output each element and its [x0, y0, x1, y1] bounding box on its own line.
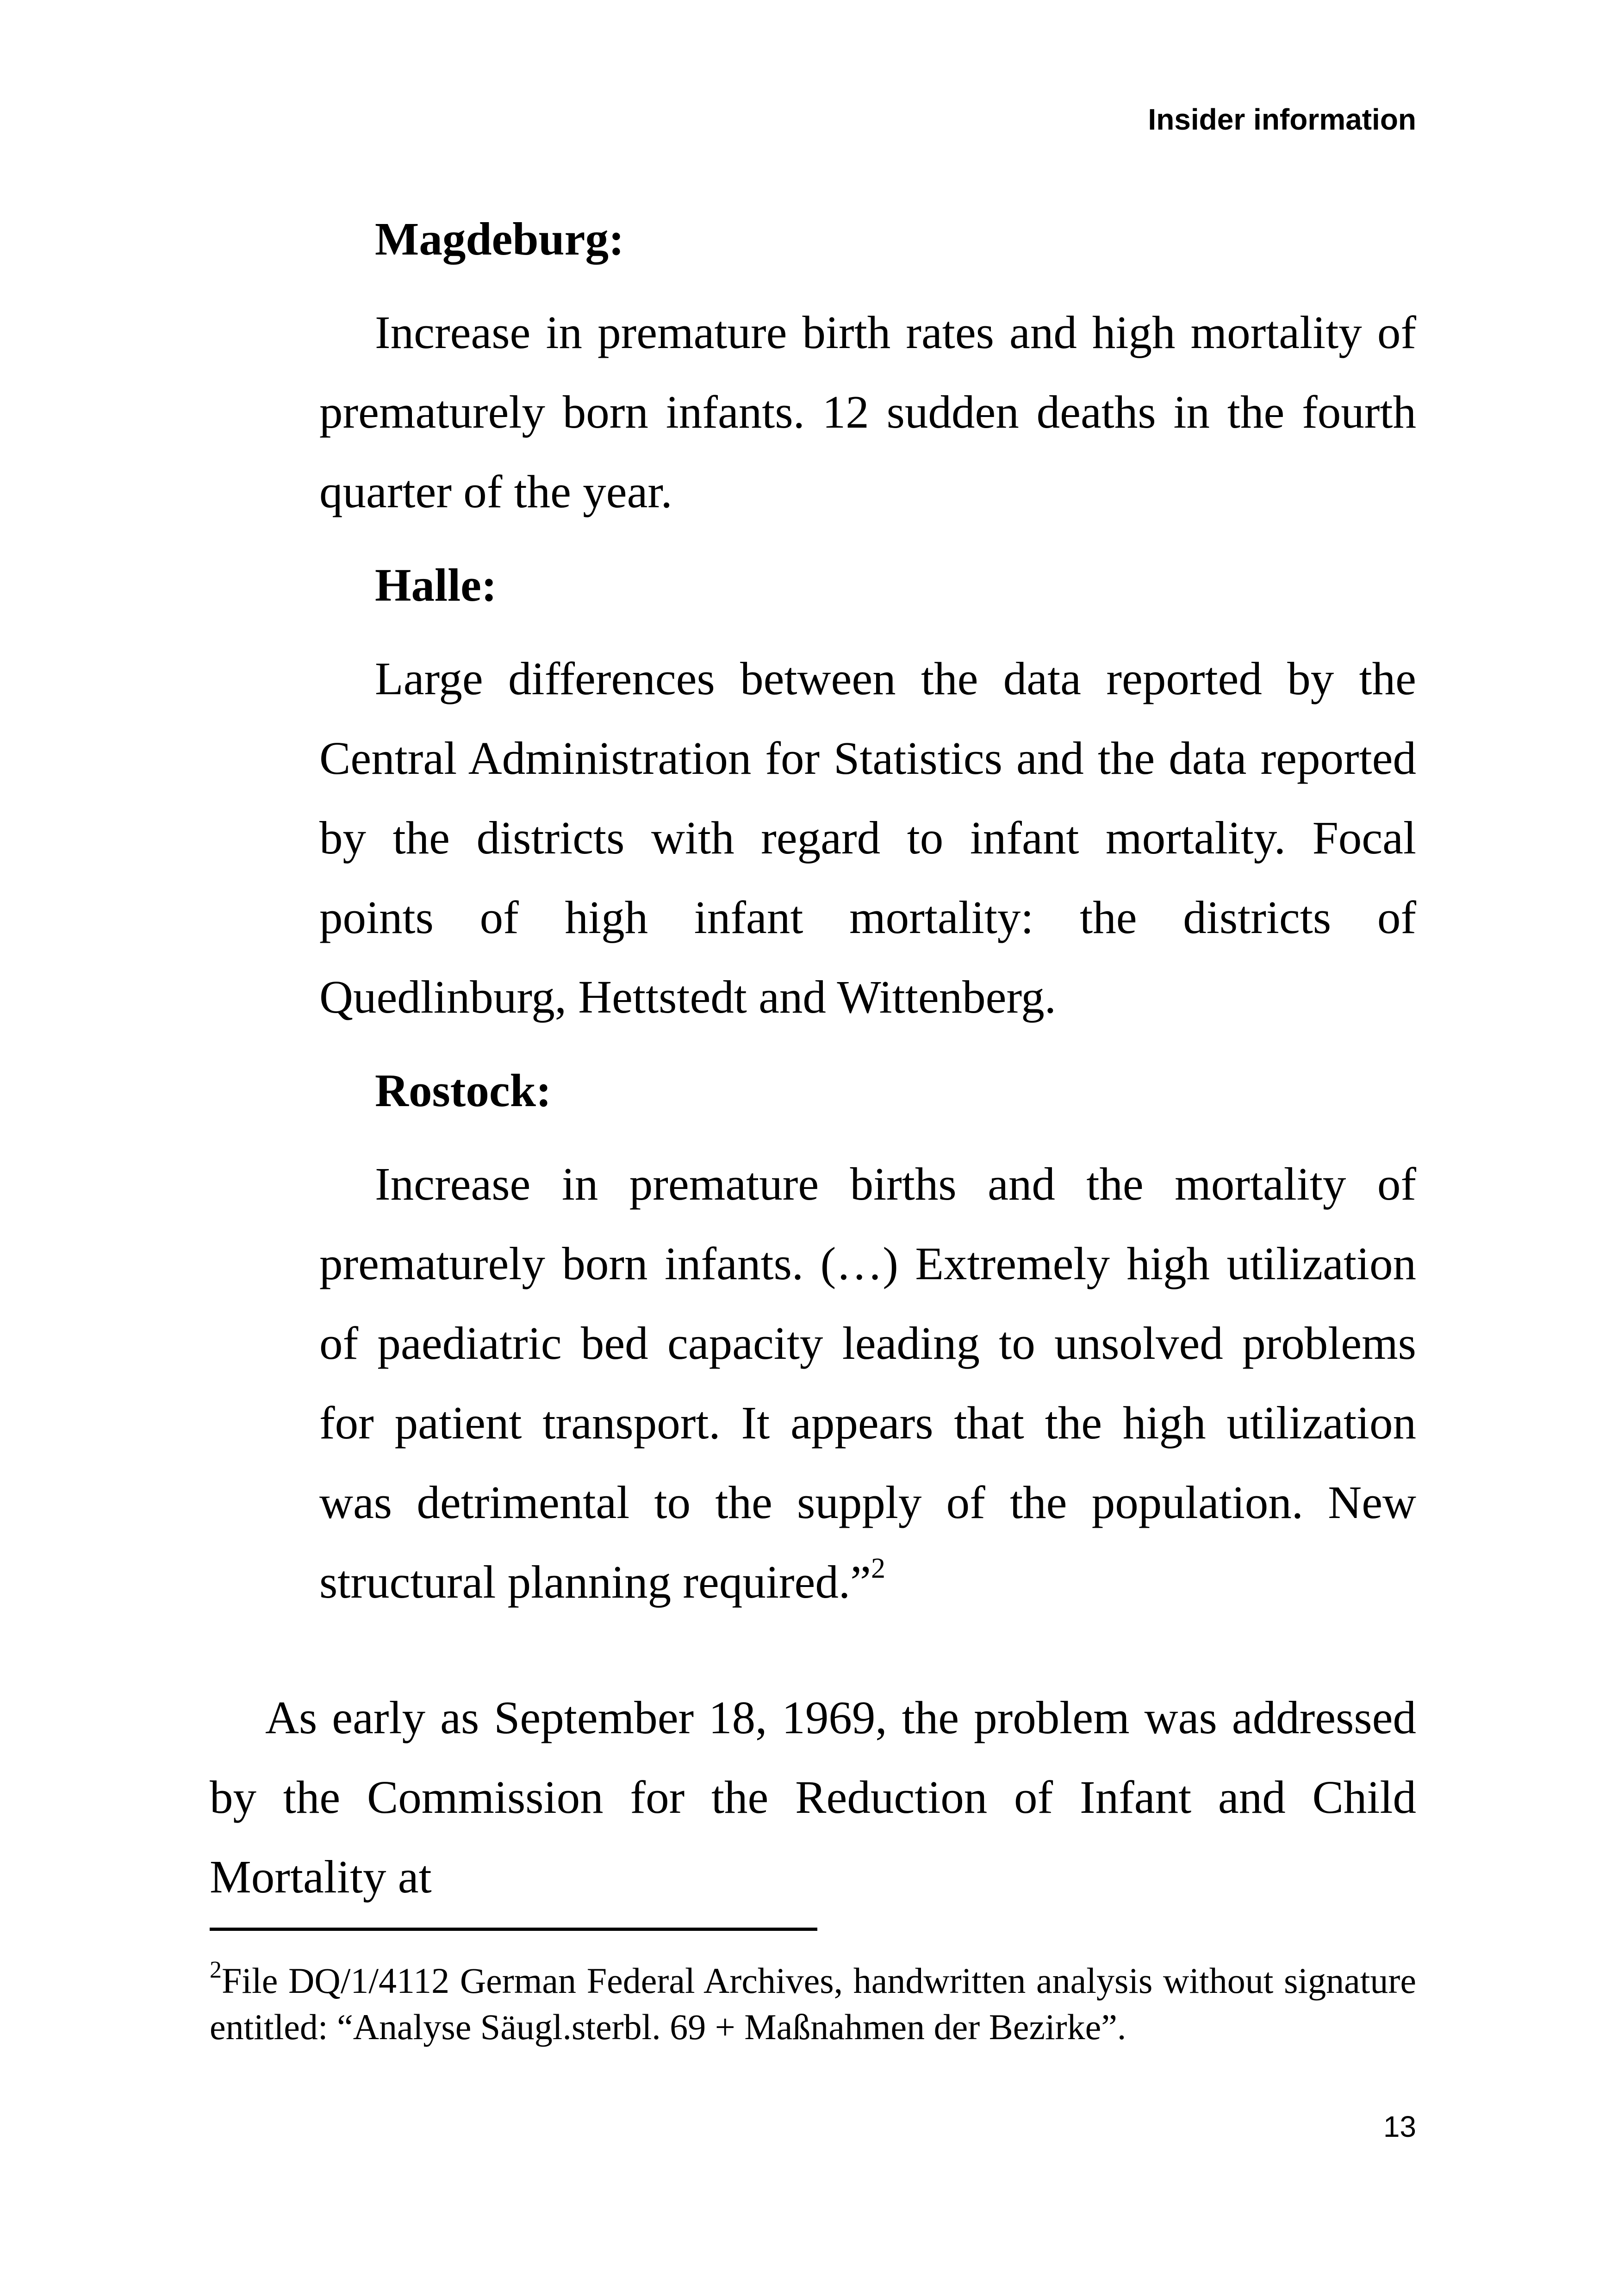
section-heading-rostock: Rostock: — [375, 1064, 552, 1116]
section-text-rostock-content: Increase in premature births and the mortality of prematurely born infants. (…) Extremely high utilization of paediatric bed capacity leading to unsolved problems for patient transport. It appears that the high utilization was detrimental to the supply of the population. New structural planning required.” — [319, 1158, 1416, 1608]
running-header-title: Insider information — [1148, 103, 1416, 136]
footnote-reference[interactable]: 2 — [871, 1553, 885, 1585]
footnote-separator — [210, 1928, 817, 1931]
footnote-number: 2 — [210, 1957, 222, 1983]
section-heading-magdeburg: Magdeburg: — [375, 213, 624, 265]
footnote — [210, 1958, 1416, 2050]
section-text-rostock — [319, 1144, 1416, 1622]
footnote-text: File DQ/1/4112 German Federal Archives, handwritten analysis without signature entitled: “Analyse Säugl.sterbl. 69 + Maßnahmen der Bezirke”. — [210, 1960, 1416, 2047]
section-heading-halle: Halle: — [375, 559, 497, 611]
body-paragraph: As early as September 18, 1969, the problem was addressed by the Commission for the Reduction of Infant and Child Mortality at — [210, 1692, 1416, 1903]
section-text-halle: Large differences between the data reported by the Central Administration for Statistics and the data reported by the districts with regard to infant mortality. Focal points of high infant mortality: the districts of Quedlinburg, Hettstedt and Wittenberg. — [319, 653, 1416, 1023]
page-number: 13 — [1383, 2110, 1416, 2143]
quoted-report-block — [319, 199, 1416, 1622]
section-text-magdeburg: Increase in premature birth rates and high mortality of prematurely born infants. 12 sudden deaths in the fourth quarter of the year. — [319, 306, 1416, 517]
